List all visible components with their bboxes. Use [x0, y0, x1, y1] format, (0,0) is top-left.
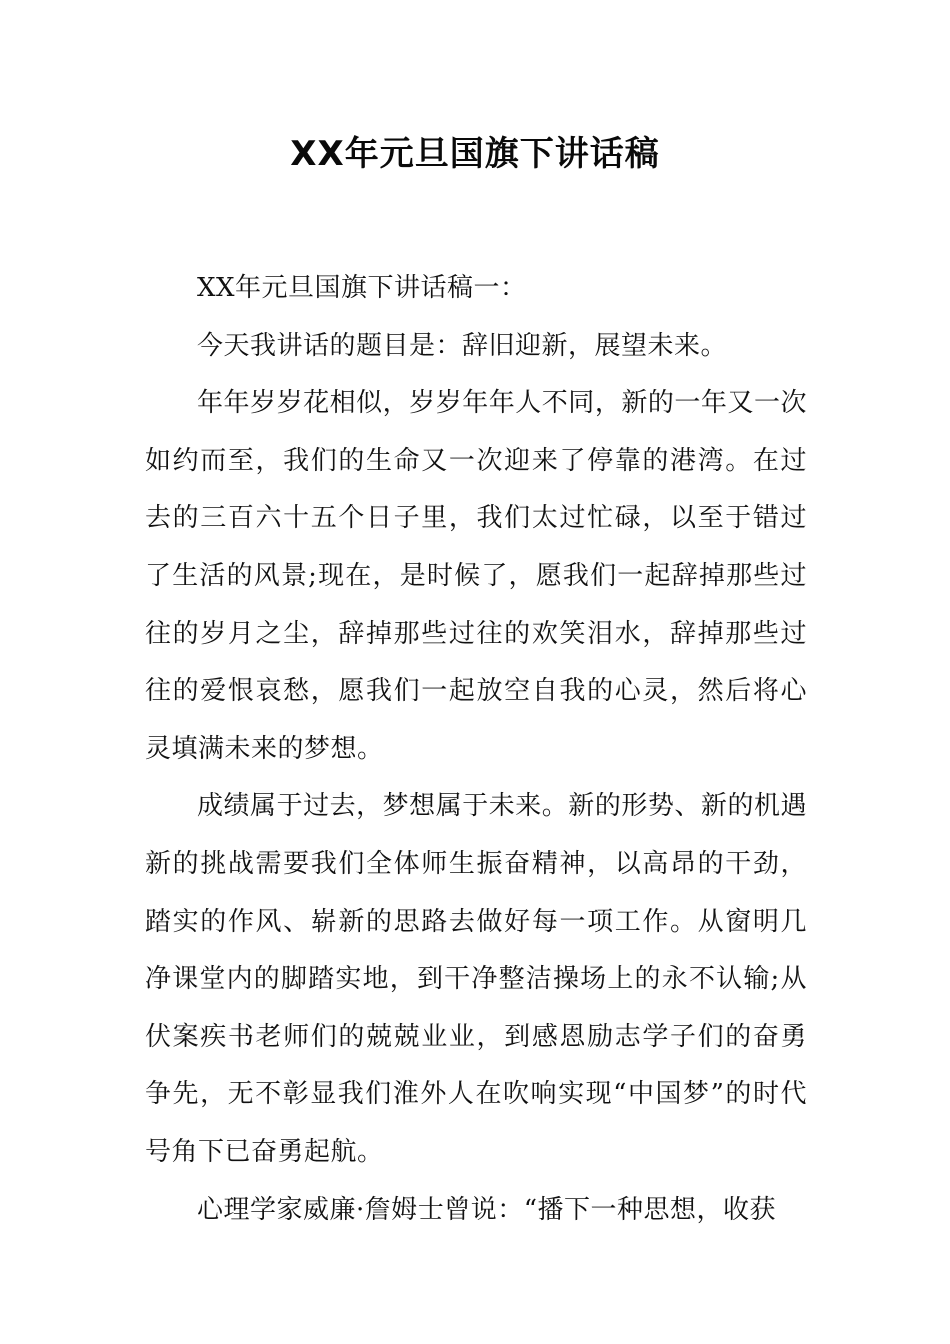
paragraph-heading: XX年元旦国旗下讲话稿一： — [197, 273, 527, 303]
document-body — [145, 260, 807, 1239]
paragraph-body: 年年岁岁花相似，岁岁年年人不同，新的一年又一次如约而至，我们的生命又一次迎来了停靠的港湾。在过去的三百六十五个日子里，我们太过忙碌，以至于错过了生活的风景;现在，是时候了，愿我们一起辞掉那些过往的岁月之尘，辞掉那些过往的欢笑泪水，辞掉那些过往的爱恨哀愁，愿我们一起放空自我的心灵，然后将心灵填满未来的梦想。 — [145, 388, 807, 764]
paragraph-body: 心理学家威廉·詹姆士曾说：“播下一种思想，收获 — [197, 1194, 777, 1225]
paragraph-body: 成绩属于过去，梦想属于未来。新的形势、新的机遇新的挑战需要我们全体师生振奋精神，以高昂的干劲，踏实的作风、崭新的思路去做好每一项工作。从窗明几净课堂内的脚踏实地，到干净整洁操场上的永不认输;从伏案疾书老师们的兢兢业业，到感恩励志学子们的奋勇争先，无不彰显我们淮外人在吹响实现“中国梦”的时代号角下已奋勇起航。 — [145, 791, 807, 1167]
paragraph-topic: 今天我讲话的题目是：辞旧迎新，展望未来。 — [197, 330, 728, 361]
document-title: XX年元旦国旗下讲话稿 — [290, 134, 660, 174]
